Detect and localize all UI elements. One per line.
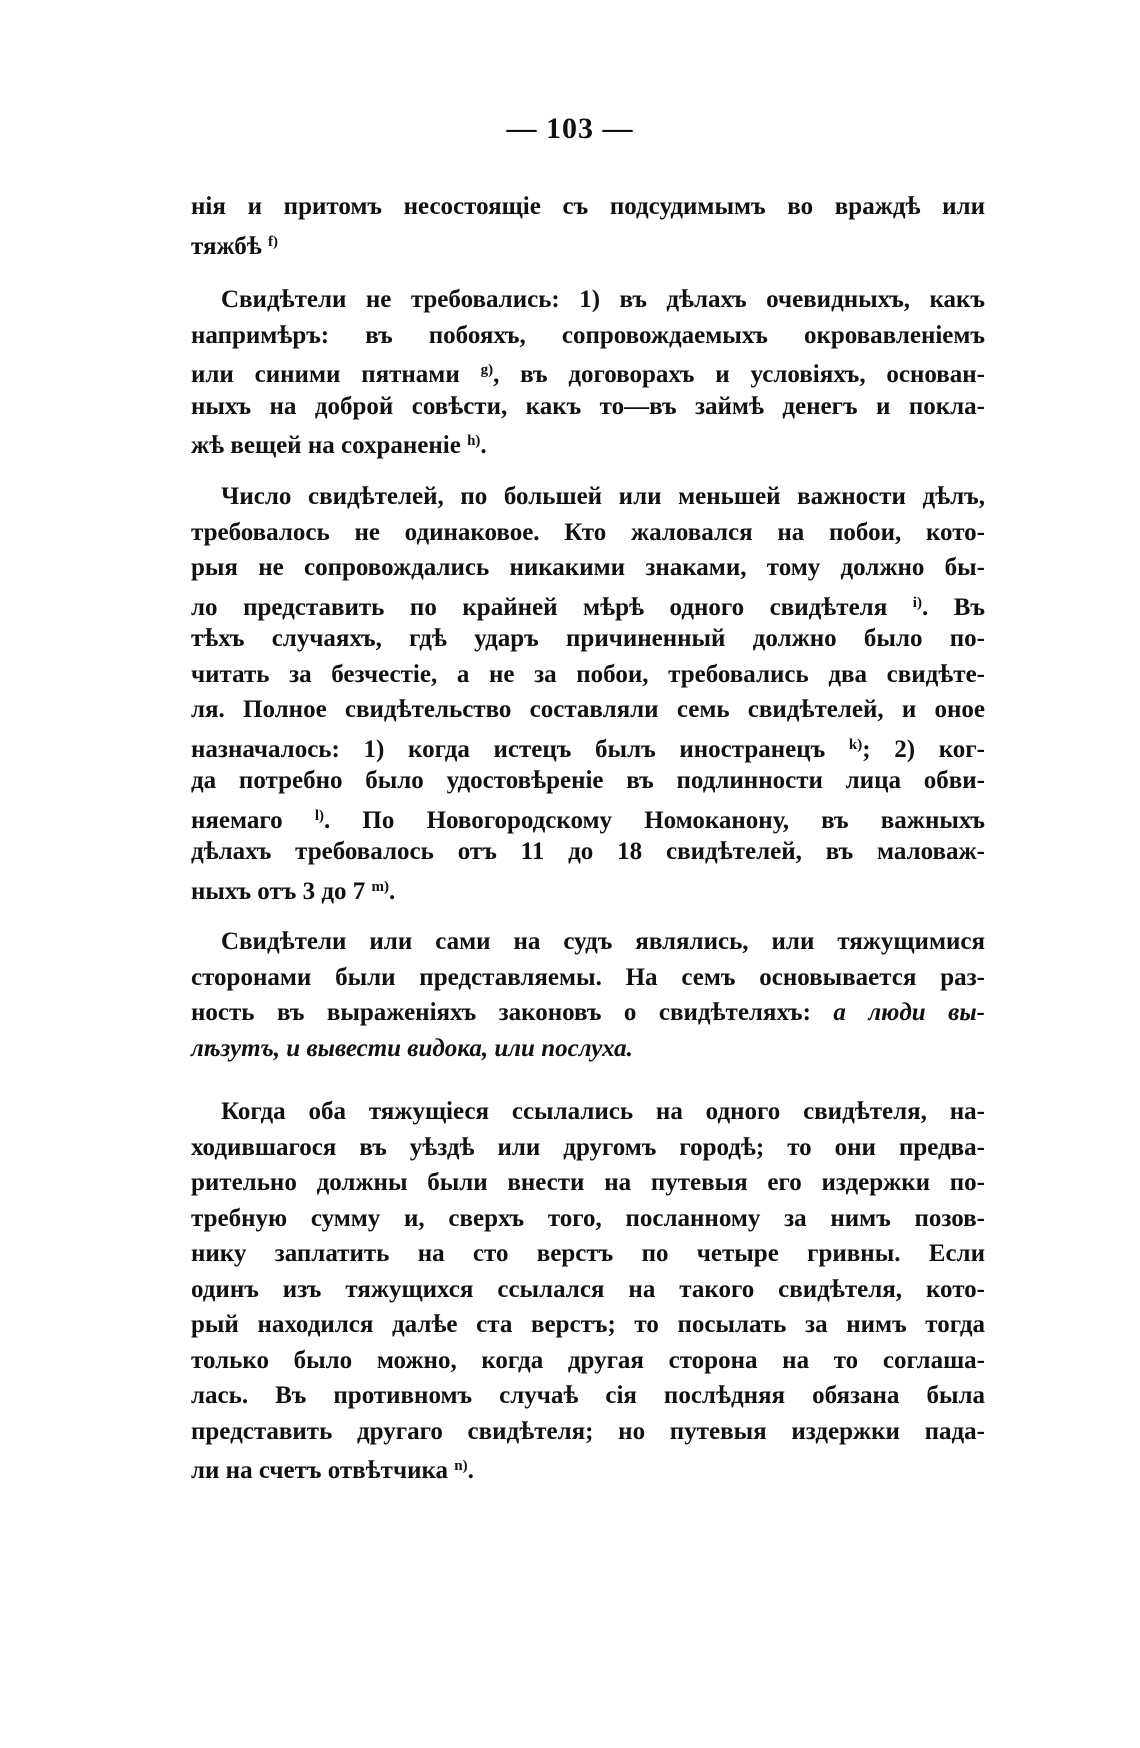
footnote-reference: m): [371, 878, 389, 895]
text-segment: тѣхъ случаяхъ, гдѣ ударъ причиненный должно было по-: [191, 625, 985, 652]
text-segment: ; 2) ког-: [862, 735, 985, 763]
text-segment: .: [480, 432, 487, 459]
text-segment: или синими пятнами: [191, 361, 481, 388]
text-line: [191, 1272, 985, 1308]
text-segment: ля. Полное свидѣтельство составляли семь свидѣтелей, и оное: [191, 696, 985, 723]
text-segment: сторонами были представляемы. На семъ основывается раз-: [191, 963, 985, 991]
text-line: [191, 870, 985, 906]
text-segment: представить другаго свидѣтеля; но путевыя издержки пада-: [191, 1417, 985, 1445]
text-segment: ходившагося въ уѣздѣ или другомъ городѣ; то они предва-: [191, 1133, 985, 1161]
footnote-reference: l): [314, 807, 324, 824]
text-segment: напримѣръ: въ побояхъ, сопровождаемыхъ окровавленіемъ: [191, 321, 985, 349]
text-segment: ныхъ отъ 3 до 7: [191, 877, 372, 905]
italic-quote: а люди вы-: [833, 999, 986, 1026]
text-line: [191, 225, 985, 261]
text-segment: дѣлахъ требовалось отъ 11 до 18 свидѣтелей, въ маловаж-: [191, 838, 985, 865]
text-segment: да потребно было удостовѣреніе въ подлинности лица обви-: [191, 767, 985, 794]
text-line: [191, 424, 985, 460]
text-segment: Свидѣтели или сами на судъ являлись, или тяжущимися: [221, 928, 985, 955]
text-segment: одинъ изъ тяжущихся ссылался на такого свидѣтеля, кото-: [191, 1275, 985, 1303]
text-segment: требовалось не одинаковое. Кто жаловался на побои, кото-: [191, 518, 985, 546]
text-segment: ныхъ на доброй совѣсти, какъ то—въ займѣ денегъ и покла-: [191, 392, 985, 420]
text-line: [191, 550, 985, 586]
text-line: [191, 1449, 985, 1485]
paragraph: [191, 924, 985, 1066]
text-segment: Число свидѣтелей, по большей или меньшей важности дѣлъ,: [221, 483, 985, 510]
text-line: [191, 282, 985, 318]
text-segment: требную сумму и, сверхъ того, посланному за нимъ позов-: [191, 1204, 985, 1232]
text-segment: назначалось: 1) когда истецъ былъ иностранецъ: [191, 735, 849, 763]
text-line: [191, 621, 985, 657]
text-line: [191, 960, 985, 996]
text-line: [191, 189, 985, 225]
text-line: [191, 763, 985, 799]
text-line: [191, 1343, 985, 1379]
text-line: [191, 799, 985, 835]
text-line: [191, 1378, 985, 1414]
paragraph: [191, 1094, 985, 1485]
text-line: [191, 318, 985, 354]
text-segment: рыя не сопровождались никакими знаками, тому должно бы-: [191, 554, 985, 581]
text-line: [191, 353, 985, 389]
footnote-reference: n): [454, 1458, 468, 1474]
text-line: [191, 1307, 985, 1343]
paragraph: [191, 479, 985, 905]
text-segment: читать за безчестіе, а не за побои, требовались два свидѣте-: [191, 660, 985, 688]
page-number: — 103 —: [506, 112, 634, 145]
text-line: [191, 1236, 985, 1272]
italic-quote: лѣзутъ, и вывести видока, или послуха.: [191, 1034, 633, 1062]
text-segment: , въ договорахъ и условіяхъ, основан-: [493, 361, 986, 388]
footnote-reference: f): [268, 233, 279, 250]
text-segment: только было можно, когда другая сторона на то соглаша-: [191, 1346, 985, 1374]
text-line: [191, 389, 985, 425]
text-segment: .: [388, 877, 396, 905]
footnote-reference: g): [480, 362, 494, 378]
text-line: [191, 586, 985, 622]
footnote-reference: i): [912, 594, 922, 611]
text-segment: Когда оба тяжущіеся ссылались на одного свидѣтеля, на-: [221, 1098, 985, 1125]
footnote-reference: k): [848, 736, 863, 753]
text-line: [191, 995, 985, 1031]
text-segment: рый находился далѣе ста верстъ; то посылать за нимъ тогда: [191, 1311, 985, 1338]
text-line: [191, 1165, 985, 1201]
text-segment: ли на счетъ отвѣтчика: [191, 1457, 455, 1484]
text-line: [191, 1201, 985, 1237]
text-segment: ло представить по крайней мѣрѣ одного свидѣтеля: [191, 593, 913, 621]
text-line: [191, 834, 985, 870]
text-segment: лась. Въ противномъ случаѣ сія послѣдняя обязана была: [191, 1382, 985, 1409]
text-segment: Свидѣтели не требовались: 1) въ дѣлахъ очевидныхъ, какъ: [221, 286, 985, 313]
text-line: [191, 924, 985, 960]
text-line: [191, 1031, 985, 1067]
text-segment: . Въ: [921, 593, 986, 621]
paragraph: [191, 189, 985, 260]
text-line: [191, 1414, 985, 1450]
text-line: [191, 657, 985, 693]
text-line: [191, 728, 985, 764]
text-segment: .: [467, 1457, 474, 1484]
text-line: [191, 1094, 985, 1130]
text-segment: тяжбѣ: [191, 232, 269, 260]
text-segment: ность въ выраженіяхъ законовъ о свидѣтеляхъ:: [191, 999, 834, 1026]
text-line: [191, 515, 985, 551]
text-segment: нія и притомъ несостоящіе съ подсудимымъ во враждѣ или: [191, 193, 985, 220]
text-segment: . По Новогородскому Номоканону, въ важныхъ: [323, 806, 985, 834]
footnote-reference: h): [467, 433, 481, 449]
text-segment: няемаго: [191, 806, 315, 834]
text-segment: нику заплатить на сто верстъ по четыре гривны. Если: [191, 1240, 985, 1267]
text-line: [191, 479, 985, 515]
text-segment: рительно должны были внести на путевыя его издержки по-: [191, 1169, 985, 1196]
text-line: [191, 692, 985, 728]
text-segment: жѣ вещей на сохраненіе: [191, 432, 468, 459]
paragraph: [191, 282, 985, 460]
text-line: [191, 1130, 985, 1166]
